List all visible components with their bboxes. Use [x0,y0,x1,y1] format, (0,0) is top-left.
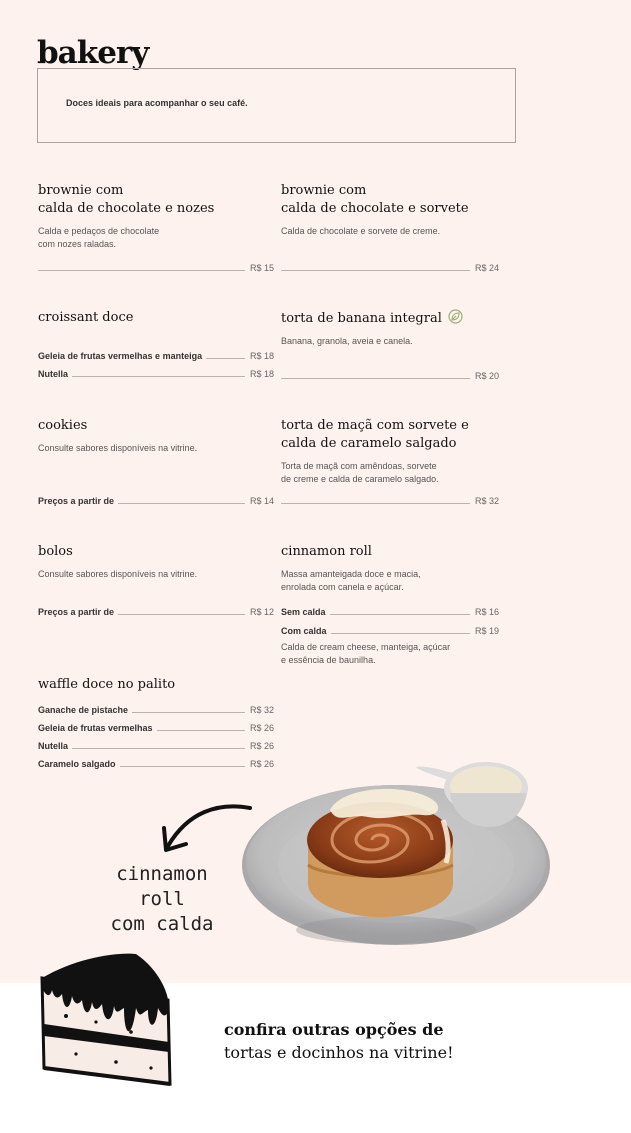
item-title: cookies [38,418,88,433]
item-title: waffle doce no palito [38,677,176,692]
price-row [38,605,274,617]
menu-item-bolos [38,543,278,581]
footer-subline: tortas e docinhos na vitrine! [224,1043,454,1062]
item-title: croissant doce [38,310,134,325]
item-description: e essência de baunilha. [281,655,376,665]
menu-item-cinnamon-roll [281,543,521,594]
option-label: Geleia de frutas vermelhas [38,723,153,733]
page-title: bakery [37,35,149,71]
price-row [281,261,499,273]
price: R$ 18 [249,369,274,379]
price: R$ 18 [249,351,274,361]
option-label: Ganache de pistache [38,705,129,715]
leader-line [281,378,470,379]
leader-line [118,614,245,615]
price-row [38,703,274,715]
price: R$ 15 [249,263,274,273]
item-title: bolos [38,544,73,559]
item-description: com nozes raladas. [38,239,117,249]
leaf-icon [448,309,463,324]
item-title: cinnamon roll [281,544,372,559]
price-row [38,721,274,733]
item-title: calda de caramelo salgado [281,436,457,451]
price-row [281,369,499,381]
leader-line [281,270,470,271]
callout-line: cinnamon roll [116,863,208,910]
item-title: torta de maçã com sorvete e [281,418,469,433]
intro-box [37,68,516,143]
menu-item-cookies [38,417,278,455]
option-label: Preços a partir de [38,496,115,506]
item-description: Torta de maçã com amêndoas, sorvete [281,461,437,471]
leader-line [157,730,245,731]
leader-line [132,712,245,713]
item-description: Consulte sabores disponíveis na vitrine. [38,569,198,579]
item-description: Banana, granola, aveia e canela. [281,336,413,346]
option-label: Preços a partir de [38,607,115,617]
price: R$ 20 [474,371,499,381]
option-label: Geleia de frutas vermelhas e manteiga [38,351,203,361]
cinnamon-roll-photo [238,755,558,950]
item-description: Calda de cream cheese, manteiga, açúcar [281,642,451,652]
option-label: Caramelo salgado [38,759,116,769]
price-row [281,624,499,636]
item-description: Calda de chocolate e sorvete de creme. [281,226,441,236]
leader-line [330,614,470,615]
item-title-text: torta de banana integral [281,311,442,326]
price-row [38,367,274,379]
leader-line [118,503,245,504]
price: R$ 16 [474,607,499,617]
price-row [38,739,274,751]
leader-line [72,748,245,749]
price-row [281,494,499,506]
price: R$ 32 [249,705,274,715]
item-title: brownie com [38,183,124,198]
item-title: calda de chocolate e nozes [38,201,215,216]
item-title: calda de chocolate e sorvete [281,201,469,216]
item-title: brownie com [281,183,367,198]
price: R$ 24 [474,263,499,273]
price: R$ 32 [474,496,499,506]
option-label: Nutella [38,741,69,751]
menu-item-croissant [38,309,278,327]
intro-text: Doces ideais para acompanhar o seu café. [66,98,248,108]
price-row [38,494,274,506]
leader-line [331,633,470,634]
item-description: enrolada com canela e açúcar. [281,582,404,592]
leader-line [281,503,470,504]
menu-item-brownie-nozes [38,182,278,251]
option-label: Sem calda [281,607,326,617]
leader-line [206,358,245,359]
price-row [38,349,274,361]
price: R$ 19 [474,626,499,636]
price-row [281,605,499,617]
photo-callout [92,862,232,937]
price: R$ 26 [249,759,274,769]
item-note [281,641,521,667]
price: R$ 12 [249,607,274,617]
price-row [38,261,274,273]
leader-line [120,766,245,767]
price: R$ 14 [249,496,274,506]
option-label: Com calda [281,626,327,636]
price: R$ 26 [249,741,274,751]
leader-line [72,376,245,377]
leader-line [38,270,245,271]
menu-item-brownie-sorvete [281,182,521,238]
item-description: Massa amanteigada doce e macia, [281,569,421,579]
item-description: de creme e calda de caramelo salgado. [281,474,439,484]
menu-item-waffle [38,676,278,694]
price: R$ 26 [249,723,274,733]
item-description: Consulte sabores disponíveis na vitrine. [38,443,198,453]
curved-arrow-icon [158,800,254,856]
callout-line: com calda [110,913,214,935]
menu-item-torta-maca [281,417,521,486]
item-title [281,309,521,328]
option-label: Nutella [38,369,69,379]
menu-item-torta-banana [281,309,521,348]
cake-slice-illustration [36,950,176,1090]
footer-headline: confira outras opções de [224,1020,444,1039]
item-description: Calda e pedaços de chocolate [38,226,160,236]
